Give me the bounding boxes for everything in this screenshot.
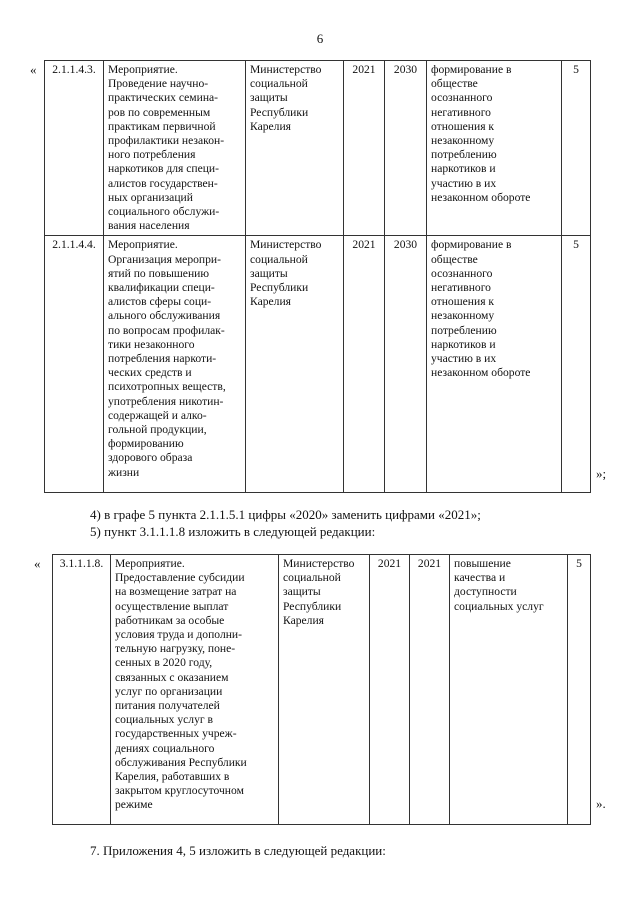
row-executor: Министерство социальной защиты Республики Карелия (246, 61, 344, 236)
table-row (45, 236, 591, 493)
paragraph-7: 7. Приложения 4, 5 изложить в следующей редакции: (90, 843, 386, 858)
close-quote-1: »; (596, 466, 607, 481)
table-1 (44, 60, 591, 493)
table-row (53, 555, 591, 825)
page-number: 6 (316, 31, 324, 46)
row-executor: Министерство социальной защиты Республики Карелия (279, 555, 370, 825)
table-row (45, 61, 591, 236)
row-event: Мероприятие. Предоставление субсидии на возмещение затрат на осуществление выплат работникам за особые условия труда и дополни- тельную нагрузку, поне- сенных в 2020 году, связанных с оказанием услуг по организации питания получателей социальных услуг в государственных учреж- дениях социального обслуживания Республики Карелия, работавших в закрытом круглосуточном режиме (111, 555, 279, 825)
row-result: формирование в обществе осознанного негативного отношения к незаконному потреблению наркотиков и участию в их незаконном обороте (427, 236, 562, 493)
row-result: повышение качества и доступности социальных услуг (450, 555, 568, 825)
row-year-end: 2030 (385, 61, 427, 236)
row-code: 2.1.1.4.3. (45, 61, 104, 236)
paragraph-4: 4) в графе 5 пункта 2.1.1.5.1 цифры «2020» заменить цифрами «2021»; (90, 507, 481, 522)
row-code: 3.1.1.1.8. (53, 555, 111, 825)
row-year-start: 2021 (344, 61, 385, 236)
open-quote-2: « (34, 556, 41, 571)
close-quote-2: ». (596, 796, 606, 811)
row-event: Мероприятие. Организация меропри- ятий по повышению квалификации специ- алистов сферы соци- ального обслуживания по вопросам профилак- тики незаконного потребления наркоти- ческих средств и психотропных веществ, употребления никотин- содержащей и алко- гольной продукции, формированию здорового образа жизни (104, 236, 246, 493)
row-code: 2.1.1.4.4. (45, 236, 104, 493)
row-column-5: 5 (562, 236, 591, 493)
open-quote-1: « (30, 62, 37, 77)
row-year-end: 2030 (385, 236, 427, 493)
row-column-5: 5 (562, 61, 591, 236)
row-year-end: 2021 (410, 555, 450, 825)
row-column-5: 5 (568, 555, 591, 825)
amendment-paragraphs (0, 506, 640, 540)
row-executor: Министерство социальной защиты Республики Карелия (246, 236, 344, 493)
paragraph-5: 5) пункт 3.1.1.1.8 изложить в следующей редакции: (90, 524, 376, 539)
row-year-start: 2021 (344, 236, 385, 493)
paragraph-7-block (0, 842, 640, 859)
row-year-start: 2021 (370, 555, 410, 825)
table-2 (52, 554, 591, 825)
row-result: формирование в обществе осознанного негативного отношения к незаконному потреблению наркотиков и участию в их незаконном обороте (427, 61, 562, 236)
row-event: Мероприятие. Проведение научно- практических семина- ров по современным практикам первичной профилактики незакон- ного потребления наркотиков для специ- алистов государствен- ных организаций социального обслужи- вания населения (104, 61, 246, 236)
